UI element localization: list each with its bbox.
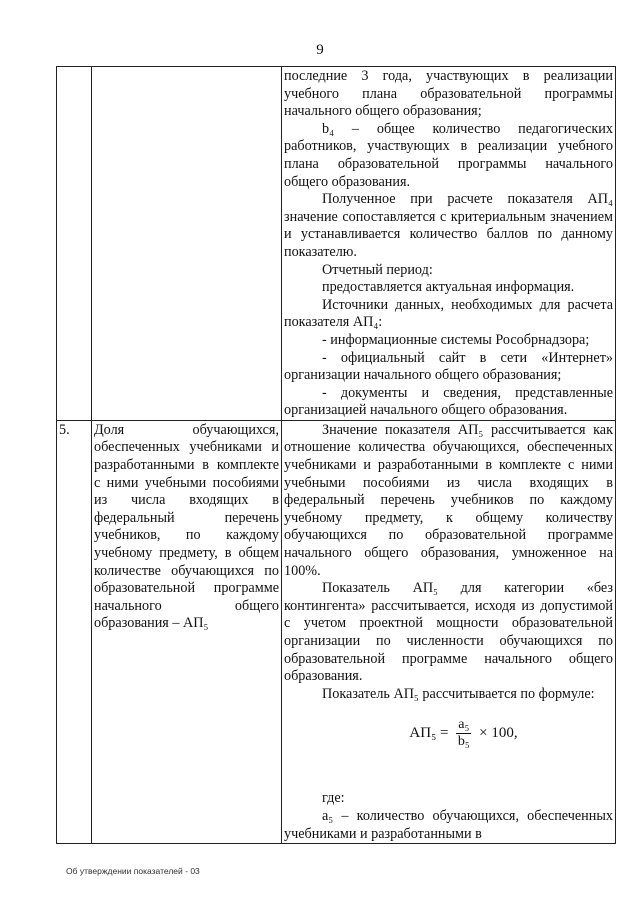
- indicator-name-cell: [92, 420, 282, 843]
- description-paragraph-4: a₅ – количество обучающихся, обеспеченных учебниками и разработанными в: [284, 807, 613, 842]
- formula: [284, 703, 613, 764]
- description-line: - официальный сайт в сети «Интернет» организации начального общего образования;: [284, 349, 613, 384]
- description-line: последние 3 года, участвующих в реализации учебного плана образовательной программы начального общего образования;: [284, 68, 613, 120]
- formula-numerator: a₅: [458, 717, 470, 733]
- description-cell: [282, 67, 616, 421]
- description-line: предоставляется актуальная информация.: [322, 279, 575, 296]
- description-line: Полученное при расчете показателя АП₄ значение сопоставляется с критериальным значением и устанавливается количество баллов по данному показателю.: [284, 191, 613, 260]
- description-paragraph-3: Показатель АП₅ рассчитывается по формуле:: [322, 685, 595, 702]
- table-row-continued: [57, 67, 616, 421]
- description-paragraph-1: Значение показателя АП₅ рассчитывается как отношение количества обучающихся, обеспеченных учебниками и разработанными в комплекте с ними учебными пособиями из числа входящих в федеральный перечень учебников по каждому учебному предмету, к общему количеству обучающихся по образовательной программе начального общего образования, умноженное на 100%.: [284, 421, 613, 579]
- row-number-cell-empty: [57, 67, 92, 421]
- indicators-table: [56, 66, 616, 844]
- indicator-cell-empty: [92, 67, 282, 421]
- description-cell-5: [282, 420, 616, 843]
- formula-denominator: b₅: [457, 734, 470, 750]
- description-line: - информационные системы Рособрнадзора;: [322, 331, 590, 348]
- formula-rhs: × 100,: [479, 725, 518, 742]
- table-row-5: [57, 420, 616, 843]
- description-line: - документы и сведения, представленные организацией начального общего образования.: [284, 384, 613, 419]
- formula-lhs: АП₅ =: [409, 725, 449, 742]
- description-line: b₄ – общее количество педагогических работников, участвующих в реализации учебного плана образовательной программы начального общего образования.: [284, 120, 613, 190]
- indicator-name: Доля обучающихся, обеспеченных учебниками и разработанными в комплекте с ними учебными пособиями из числа входящих в федеральный перечень учебников, по каждому учебному предмету, в общем количестве обучающихся по образовательной программе начального общего образования – АП₅: [94, 421, 279, 632]
- row-number: 5.: [57, 420, 92, 843]
- page-number: 9: [316, 42, 324, 58]
- where-label: где:: [322, 790, 345, 807]
- formula-fraction: [456, 717, 471, 750]
- footer-note: Об утверждении показателей - 03: [66, 866, 200, 876]
- description-line: Отчетный период:: [322, 261, 433, 278]
- description-paragraph-2: Показатель АП₅ для категории «без контингента» рассчитывается, исходя из допустимой с учетом проектной мощности образовательной организации по численности обучающихся по образовательной программе начального общего образования.: [284, 580, 613, 685]
- description-line: Источники данных, необходимых для расчета показателя АП₄:: [284, 296, 613, 331]
